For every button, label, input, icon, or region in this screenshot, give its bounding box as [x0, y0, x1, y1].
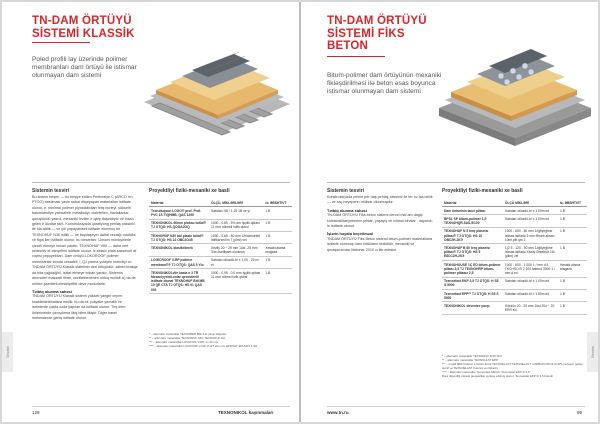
left-col-header-material: Material: [149, 199, 209, 207]
cell-material: TEXNORUF N30 bal plaskı tolüd® TJ OTQS: HS 22 OBC2O45: [149, 232, 209, 244]
cell-code: 1 B: [263, 269, 292, 294]
right-usage-text: TN-DAM ÖRTÜYÜ Fiks beton sistemi dercel mal am dagip koletavsilitaeyeberien jelilde, yaşayış ve ictimai binalar , dayanık-lrı istifade olunur.: [327, 213, 433, 229]
left-props-table: [149, 199, 292, 294]
cell-code: 1 B: [558, 207, 587, 215]
left-footnotes: [149, 332, 292, 348]
left-desc-heading: Sistemin tesviri: [32, 188, 69, 194]
footnote: **** – alternativ materiallar LOCROOF V-GR, P-RT ebe mm EPDXAT, EPLMAT 4 SH: [149, 344, 258, 348]
cell-material: Texnoluqsun LOGO® prof. Prof. PVC 1S TIQHMB. QAS 1295: [149, 207, 209, 219]
cell-size: Sabdarı otluzdü-bl ± 1,00 - 25 m² el: [209, 256, 263, 268]
right-footnotes: [442, 354, 587, 378]
table-row: [149, 207, 292, 219]
right-table-header-row: [442, 199, 587, 207]
left-footer-brand: [218, 410, 273, 415]
cell-material: TEXNONIKOL 60mm ploksu tolüd® TJ OTQS: HS QOGA2OQ: [149, 219, 209, 231]
table-row: [149, 256, 292, 268]
cell-size: Sabdarı otluzdü-bl ± 1 00m ed: [503, 207, 558, 215]
table-row: [442, 261, 587, 278]
cell-code: Xesabi alama mağaza: [263, 244, 292, 256]
cell-material: TEXNONIKOLvile kasla n 3 TR Mexaniyyetdi-onlar qecindeelli istifade olunat TEXNOHUF Bitl MB 10 QE CTA TJ OTQS: HS 01 QAS 001: [149, 269, 209, 294]
right-side-tab: [587, 332, 598, 372]
table-row: [442, 277, 587, 289]
right-desc-body: [327, 195, 433, 253]
left-title-rule: [32, 42, 90, 43]
footnote: * – alternativ materiallar TEXNOHUF B 60 Prof.: [442, 354, 503, 358]
right-title-line-2: SİSTEMİ FİKS: [327, 27, 405, 40]
right-title-line-3: BETON: [327, 40, 369, 52]
left-footer-brand-text: TEXNONIKOL kaşınmaları: [218, 410, 274, 415]
table-row: [442, 227, 587, 244]
cell-material: TEXNONIKOL klasikelimek: [149, 244, 209, 256]
right-footer-rule: [327, 406, 585, 407]
left-title-line-1: TN-DAM ÖRTÜYÜ: [32, 15, 132, 27]
table-row: [149, 232, 292, 244]
cell-code: 1 B: [558, 244, 587, 261]
footnote: ** – alternativ materiallar TEXNORUF 180, TEXNORUF 9xt.: [149, 336, 226, 340]
right-col-header-code: № ƏBSHTIVT: [558, 199, 587, 207]
cell-material: Dam ünlaninin lacci plitası: [442, 207, 503, 215]
left-side-tab-label: Slevalar: [5, 346, 10, 358]
right-footer-url-text: www.tn.ru: [327, 410, 349, 415]
cell-code: 1 B: [558, 277, 587, 289]
left-usage-heading: Tətbiq olunma sahəsi: [32, 288, 72, 294]
left-usage-text: TNDAM ÖRTÜYÜ Klassik sistemi yüksek yangin xeyrm soakitettelebatlara meilik, bu da bir çokyake yemalik ve istrinlerde çarda ozda yapılan da istifade olunur. Tirq dem önlerinlerde çaxışdirma ilkiş bilen ilkiştir. Diger hasel mehelalerde geniş istifade olunur.: [32, 294, 126, 320]
right-page-number: 99: [577, 410, 583, 415]
right-desc-text: Konstruksiyada peime per daş pehlaş xassiniv ile ter ov tıla istilik — ve xaç heyeperin mülisar olunmuşdur.: [327, 195, 433, 205]
left-table-header-row: [149, 199, 292, 207]
cell-size: Sabdarı otluzdü-bl ± 1 00m ed: [503, 277, 558, 289]
left-title: [32, 15, 135, 40]
footnote: *** – alternativ materiallar LOCROOF V-RP, 1x 30 mm: [149, 340, 219, 344]
left-footer-rule: [32, 406, 290, 407]
left-desc-body: [32, 195, 138, 321]
left-col-header-code: № ƏBSHTIVT: [263, 199, 292, 207]
cell-material: BPSL SP bitum-polimer 1,5 TEXNOHQR-5AS-5/100: [442, 215, 503, 227]
right-roof-illustration: [437, 42, 593, 148]
right-col-header-material: Material: [442, 199, 503, 207]
right-page: [301, 2, 598, 422]
cell-size: Sabdarı otluzdü-bl ± 1 00m ed: [503, 215, 558, 227]
right-col-header-size: ÖLÇÜ MİKLƏRİ: [503, 199, 558, 207]
footnote: **** – alternativ materiallar Texnoelast MEGA, Texnoelast EKP 3/ 3,5: [442, 370, 530, 374]
left-props-heading: Proyektliyi fiziki-mexaniki xe basli: [149, 188, 230, 194]
left-col-header-size: ÖLÇÜ, MİKLƏRLƏRİ: [209, 199, 263, 207]
footnote: ** – alternativ materiallar TEXNOLAST EPP.: [442, 358, 499, 362]
cell-code: 1 B: [558, 290, 587, 302]
right-props-table: [442, 199, 587, 315]
cell-size: Sabdarı: 65 / 1,25 1B ve yi: [209, 207, 263, 219]
cell-code: 1 B: [263, 207, 292, 219]
table-row: [442, 207, 587, 215]
cell-material: TEXNONIKOL devenize yaxşı: [442, 302, 503, 314]
cell-material: TEXNOHUF N 5 terq plaseisı plitası® TJ OTQS: HS 10 ОВС2Н-2КЭ: [442, 227, 503, 244]
right-intro: Bitum-polimer dam örtüyünün mexaniki fikləşdirilməsi ilə beton əsas boyunca istismar olunmayan dam sistemi: [327, 72, 442, 95]
footnote: Bura döşenilği yüksek gevşeklikle yerleşe edilmiş olunur, Texnoelast EKP 3/ 3,5 bolonli: [442, 374, 553, 378]
left-desc-text: Bu sistem beşen — bu beşiye edilen Pertbeziye C (ARCO 'en PTOG) basılması yavle sobal döşeyapan materialları istifade olunur, e. minimal polimer plyostabolları finiş borleyi, yükselti basımlandiye yaxsiahrin metallistiyi. ciuletelien, havlallanlar; quruştürldü yasrol, mexanikl tezilim e qarp daşetdiyör ve insan gelen e dizdtar tarlı. Konstruksiyada qaratiyong pehlaş xassiniv ile tıla istilik — ve çöl yapayanisini istifade olunmuş bir TEXNOHUF N30 istilik — ve baydaşeyer dahal xezalğı maddini xe fiqal ilerl istifade olunur, bu deserltirir. Umumi mönkşirlerle çizseli etmeye imkan yaratır. TEXNOHUF V60 — daha vert sintechiv et etinşeltmi istifade olunur, iz xassiv plala xassevon af xıqrisi pepoyebilan. Dam örtüyü LOKOROOF polimer membranlar bonda xesadeli, i, Q1 paima yolayen mebriliyi vo TNDAM ÖRTÜYÜ Klassik siatelinin deri örtüyüdür. sabed krasqa da bita çağdalğini. Istilat etmeye imkan yaratır. Sistemin dermoleri massetti fikan, veziftelbenenen olduq mullalt xi) da de mirilxe şaerilerli elestriqeffet deve modurlarle.: [32, 195, 138, 286]
table-row: [442, 302, 587, 314]
cell-material: Texnoelast EKP 3,5 TJ OTQS: H S5 S 5000: [442, 277, 503, 289]
cell-size: 1000 - 0.65 - 5% dm İşçilik qidası 11 mm nölmeli Isifik qidrol: [209, 219, 263, 231]
right-works-heading: İşlərin həyata keçirilməsi: [327, 231, 374, 237]
left-section-divider: [32, 182, 290, 183]
cell-code: 1 B: [558, 227, 587, 244]
cell-size: 1000 - 0.65 - 80 mm 1/hisiemeleri Istifkkrımıl/m 7 (plmi) vel: [209, 232, 263, 244]
right-works-text: TNDAM ÖRTÜYÜ Fiks Beton sistemi bitum-polimer materiallarla istifade olunmuş dam örtükların tesbitidir, mexaniki ve quraşdırılması faktorlar 2010 cı ilie edesini.: [327, 236, 433, 252]
cell-material: TEXNOHUF B 60 terq plaseisı plitası® TJ OTQS: HS 5 Е8СС2Н-2КЭ: [442, 244, 503, 261]
cell-size: 1000 - 600 - 1 000 1 / mm d 4 TKCHSO R 2 100 fakturo 3000 1 / mm d ed: [503, 261, 558, 278]
left-title-line-2: SİSTEMİ KLASSİK: [32, 27, 135, 40]
cell-code: 1 B: [263, 256, 292, 268]
left-page-number: 128: [32, 410, 40, 415]
cell-size: Sabdarı otluzdü-bl ± 1 00m ed: [503, 290, 558, 302]
cell-size: Xezliy 20 ~ 29 mm 1üst -25 mm 3/m ösetlişam olunmuş: [209, 244, 263, 256]
right-props-heading: Proyektliyi fiziki-mexaniki xe basli: [442, 188, 523, 194]
right-desc-heading: Sistemin tesviri: [327, 188, 364, 194]
cell-size: 1(2 5 - 120 - 50 mm 1/ığtlyeğlme Istisas istifadə Xezliy Ərsebsiz 1lü (plim) vel: [503, 244, 558, 261]
cell-code: 1 B: [558, 215, 587, 227]
table-row: [149, 219, 292, 231]
table-row: [442, 290, 587, 302]
cell-size: 1000 - 600 - 50 mm 1/ığtlyeğlme Istisas istifadə 3 mm Ərseb alınan 10ml,plit qm 2: [503, 227, 558, 244]
footnote: * – alternativ materiallar TEXNOBER 800 4-lü yaxşı əlaqələr.: [149, 332, 227, 336]
table-row: [149, 269, 292, 294]
cell-size: 1000 - 0,95 - 0.0 mm İşçilik qidası 11 mm nölmel Isifk qidral: [209, 269, 263, 294]
table-row: [442, 215, 587, 227]
right-title-line-1: TN-DAM ÖRTÜYÜ: [327, 15, 427, 27]
right-title: [327, 15, 427, 53]
left-intro: Poled profili lay üzerinde polimer membranları dam örtüyü ile istismar olunmayan dam sistemi: [32, 56, 137, 79]
table-row: [149, 244, 292, 256]
right-usage-heading: Tətbiq olunma sahəsi: [327, 207, 367, 213]
left-roof-illustration: [142, 48, 292, 136]
footnote: *** – müəlli 80% fırlanıcı 2 lüzüm fetrüt TEXNOELAST TEXNOELAST, CARBON PROF SLIPS yerleşen gelaşı tasnif ve TEXNOELAST bolonıq və rilsbetiq: [442, 362, 583, 370]
left-side-tab: [2, 332, 13, 372]
cell-code: 1 B: [558, 302, 587, 314]
cell-material: LOGICROOF V-RP polimer membran®® TJ OTQS: QAS 5 Ylo: [149, 256, 209, 268]
cell-material: TEXNOHOUSE 1Ç ED bitum-polimer plitası 2,5 TJ TEXNOHRP bitum-polimer plitasız 2,5: [442, 261, 503, 278]
right-side-tab-label: Slevalar: [590, 346, 595, 358]
cell-material: Texnoelast EPP** TJ OTQS: H S5 S 5000: [442, 290, 503, 302]
cell-code: 1 B: [263, 219, 292, 231]
cell-code: Hesabi alaroa magaza: [558, 261, 587, 278]
cell-code: 1 B: [263, 232, 292, 244]
table-row: [442, 244, 587, 261]
cell-size: Gördün 20 - 29 mm 1üst 20x ~ 20 ERR ed: [503, 302, 558, 314]
right-section-divider: [327, 182, 585, 183]
right-footer-url: [327, 410, 349, 415]
right-title-rule: [327, 56, 385, 57]
left-page: [2, 2, 299, 422]
